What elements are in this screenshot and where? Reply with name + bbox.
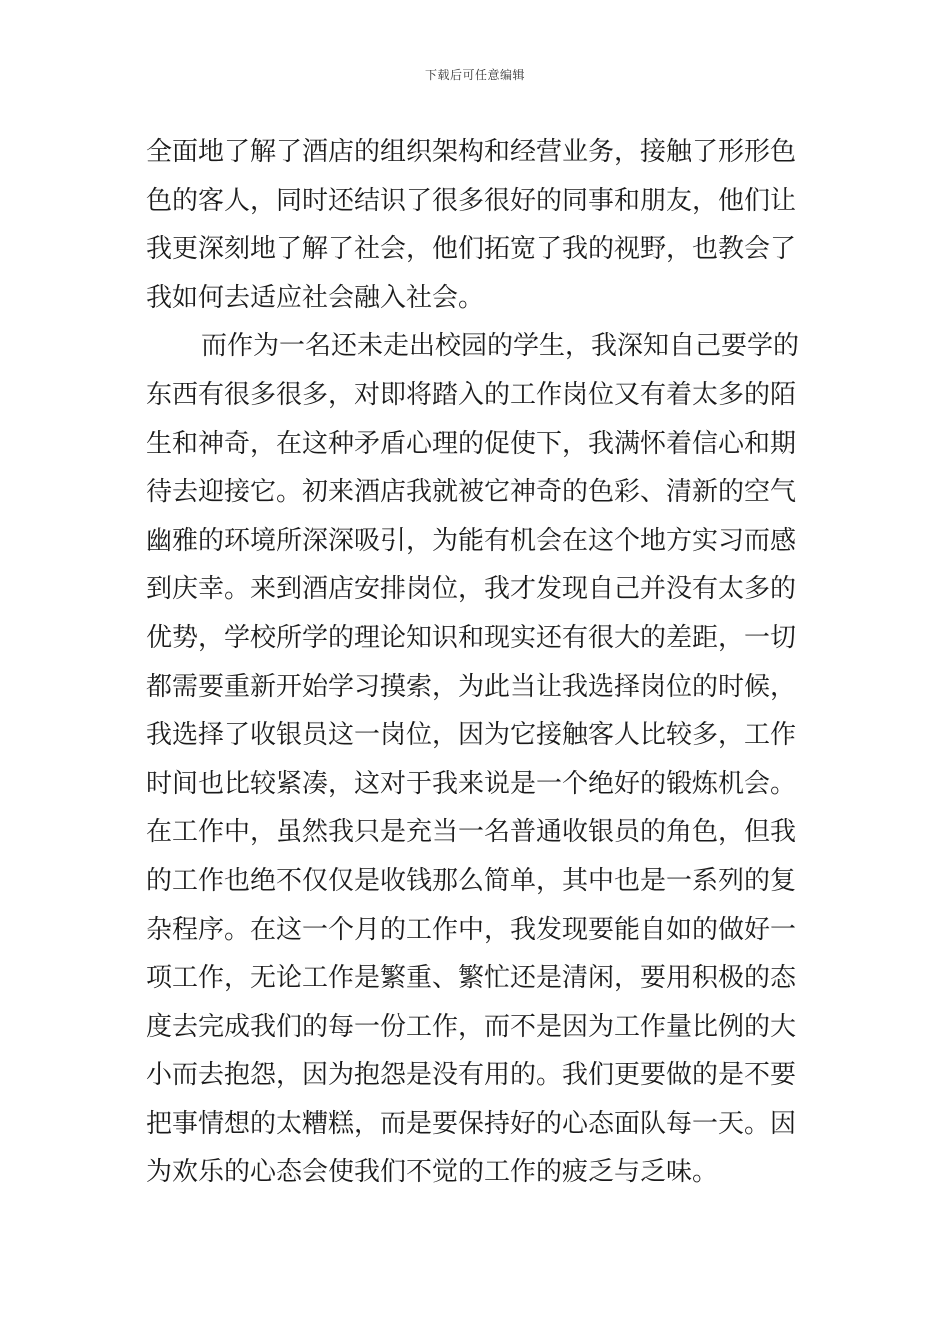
header-note: 下载后可任意编辑 [424,68,525,82]
text-line: 待去迎接它。初来酒店我就被它神奇的色彩、清新的空气 [146,477,797,508]
text-line: 色的客人，同时还结识了很多很好的同事和朋友，他们让 [146,185,797,216]
text-line: 项工作，无论工作是繁重、繁忙还是清闲，要用积极的态 [146,963,797,994]
text-line: 东西有很多很多，对即将踏入的工作岗位又有着太多的陌 [146,379,797,410]
text-line: 杂程序。在这一个月的工作中，我发现要能自如的做好一 [146,914,797,945]
text-line: 全面地了解了酒店的组织架构和经营业务，接触了形形色 [146,137,797,167]
text-line: 生和神奇，在这种矛盾心理的促使下，我满怀着信心和期 [146,428,797,459]
text-line: 到庆幸。来到酒店安排岗位，我才发现自己并没有太多的 [146,574,797,605]
text-line: 把事情想的太糟糕，而是要保持好的心态面队每一天。因 [146,1108,797,1139]
text-line: 为欢乐的心态会使我们不觉的工作的疲乏与乏味。 [146,1157,719,1188]
text-line: 小而去抱怨，因为抱怨是没有用的。我们更要做的是不要 [146,1060,797,1091]
text-line: 我如何去适应社会融入社会。 [146,282,485,313]
text-line: 的工作也绝不仅仅是收钱那么简单，其中也是一系列的复 [146,865,797,896]
text-line: 幽雅的环境所深深吸引，为能有机会在这个地方实习而感 [146,525,797,556]
text-line-paragraph-start: 而作为一名还未走出校园的学生，我深知自己要学的 [201,331,800,362]
text-line: 我更深刻地了解了社会，他们拓宽了我的视野，也教会了 [146,234,797,265]
text-line: 都需要重新开始学习摸索，为此当让我选择岗位的时候， [146,671,797,702]
text-line: 度去完成我们的每一份工作，而不是因为工作量比例的大 [146,1011,797,1042]
text-line: 时间也比较紧凑，这对于我来说是一个绝好的锻炼机会。 [146,768,797,799]
document-body [146,128,812,1197]
text-line: 在工作中，虽然我只是充当一名普通收银员的角色，但我 [146,817,797,848]
text-line: 我选择了收银员这一岗位，因为它接触客人比较多，工作 [146,720,797,751]
text-line: 优势，学校所学的理论知识和现实还有很大的差距，一切 [146,622,797,653]
